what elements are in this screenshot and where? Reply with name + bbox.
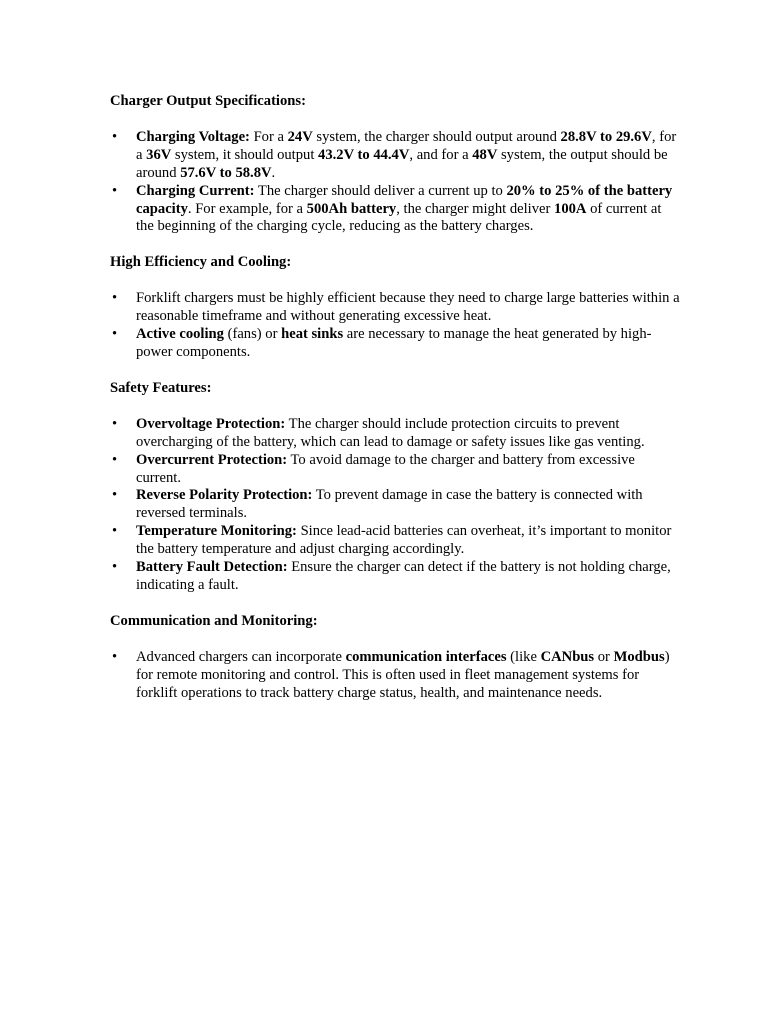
bold-term: Charging Voltage:: [136, 128, 250, 145]
bold-term: 36V: [146, 146, 172, 163]
bold-term: 28.8V to 29.6V: [560, 128, 652, 145]
bold-term: Battery Fault Detection:: [136, 559, 288, 576]
list-item: • Charging Current: The charger should deliver a current up to 20% to 25% of the battery capacity. For example, for a 500Ah battery, the charger might deliver 100A of current at the beginning of the charging cycle, reducing as the battery charges.: [110, 183, 680, 237]
bold-term: 43.2V to 44.4V: [318, 146, 410, 163]
list-item: • Active cooling (fans) or heat sinks are necessary to manage the heat generated by high-power components.: [110, 326, 680, 362]
bold-term: Charging Current:: [136, 182, 255, 199]
bold-term: heat sinks: [281, 326, 344, 343]
bullet-list: [110, 416, 680, 595]
list-item: • Overvoltage Protection: The charger should include protection circuits to prevent overcharging of the battery, which can lead to damage or safety issues like gas venting.: [110, 416, 680, 452]
bold-term: 500Ah battery: [306, 200, 397, 217]
bullet-list: [110, 290, 680, 362]
bold-term: Reverse Polarity Protection:: [136, 487, 313, 504]
list-item: • Overcurrent Protection: To avoid damage to the charger and battery from excessive current.: [110, 452, 680, 488]
section-gap: [110, 236, 680, 254]
section-heading: Communication and Monitoring:: [110, 612, 318, 629]
list-item: • Charging Voltage: For a 24V system, the charger should output around 28.8V to 29.6V, for a 36V system, it should output 43.2V to 44.4V, and for a 48V system, the output should be around 57.6V to 58.8V.: [110, 129, 680, 183]
bold-term: 57.6V to 58.8V: [180, 164, 272, 181]
bold-term: Overvoltage Protection:: [136, 415, 286, 432]
bullet-list: [110, 649, 680, 703]
list-item: • Temperature Monitoring: Since lead-acid batteries can overheat, it’s important to monitor the battery temperature and adjust charging accordingly.: [110, 523, 680, 559]
section-heading: Charger Output Specifications:: [110, 93, 306, 109]
bold-term: Overcurrent Protection:: [136, 451, 288, 468]
bold-term: communication interfaces: [345, 648, 507, 665]
bold-term: 24V: [287, 128, 313, 145]
list-item: • Forklift chargers must be highly efficient because they need to charge large batteries within a reasonable timeframe and without generating excessive heat.: [110, 290, 680, 326]
list-item: • Advanced chargers can incorporate communication interfaces (like CANbus or Modbus) for remote monitoring and control. This is often used in fleet management systems for forklift operations to track battery charge status, health, and maintenance needs.: [110, 649, 680, 703]
bold-term: 48V: [472, 146, 498, 163]
list-item: • Reverse Polarity Protection: To prevent damage in case the battery is connected with reversed terminals.: [110, 487, 680, 523]
section-gap: [110, 595, 680, 613]
bold-term: Temperature Monitoring:: [136, 523, 297, 540]
document-body: [110, 93, 680, 702]
section-gap: [110, 362, 680, 380]
bold-term: Active cooling: [136, 326, 224, 343]
bold-term: Modbus: [613, 648, 665, 665]
list-item: • Battery Fault Detection: Ensure the charger can detect if the battery is not holding charge, indicating a fault.: [110, 559, 680, 595]
bold-term: 20% to 25% of the battery capacity: [136, 182, 673, 217]
bullet-list: [110, 129, 680, 236]
bold-term: CANbus: [540, 648, 595, 665]
section-heading: High Efficiency and Cooling:: [110, 254, 292, 271]
bold-term: 100A: [554, 200, 587, 217]
section-heading: Safety Features:: [110, 379, 212, 396]
